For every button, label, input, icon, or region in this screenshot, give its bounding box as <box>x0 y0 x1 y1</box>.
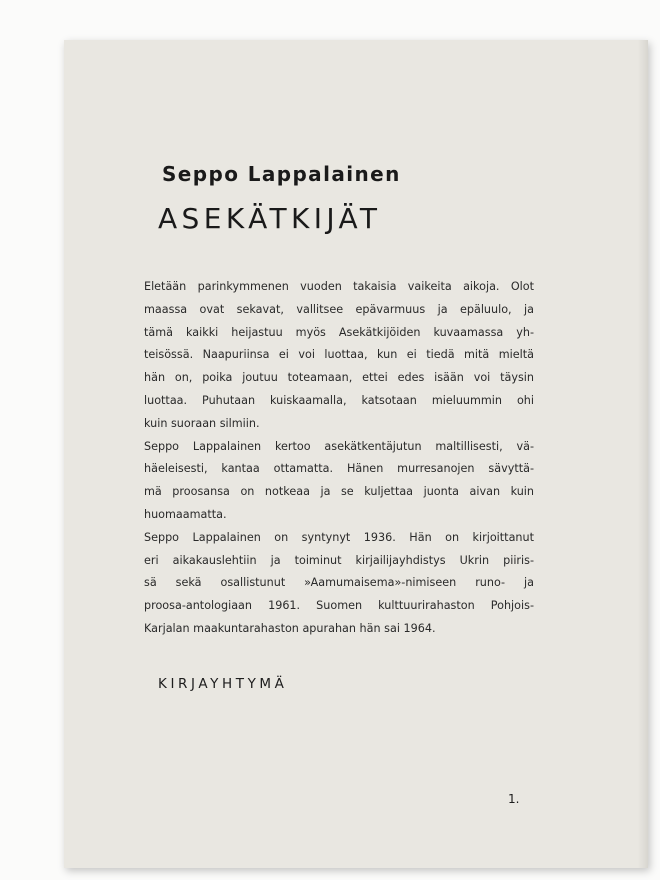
blurb-line: mä proosansa on notkeaa ja se kuljettaa juonta aivan kuin <box>144 485 534 499</box>
page-mark: 1. <box>508 792 520 806</box>
blurb-line: kuin suoraan silmiin. <box>144 416 260 430</box>
author-name: Seppo Lappalainen <box>162 162 401 186</box>
blurb-line: tämä kaikki heijastuu myös Asekätkijöiden kuvaamassa yh- <box>144 325 534 339</box>
cover-edge-shading <box>638 40 648 868</box>
blurb-line: eri aikakauslehtiin ja toiminut kirjailijayhdistys Ukrin piiris- <box>144 553 534 567</box>
blurb-line: proosa-antologiaan 1961. Suomen kulttuurirahaston Pohjois- <box>144 599 534 613</box>
blurb-line: Eletään parinkymmenen vuoden takaisia vaikeita aikoja. Olot <box>144 280 534 293</box>
blurb-line: luottaa. Puhutaan kuiskaamalla, katsotaan mieluummin ohi <box>144 393 534 407</box>
blurb-paragraph-2 <box>144 436 534 527</box>
blurb-paragraph-3 <box>144 527 534 641</box>
blurb-line: hän on, poika joutuu toteamaan, ettei edes isään voi täysin <box>144 371 534 385</box>
blurb-paragraph-1 <box>144 276 534 436</box>
blurb-line: huomaamatta. <box>144 507 227 521</box>
blurb-line: häeleisesti, kantaa ottamatta. Hänen murresanojen sävyttä- <box>144 462 534 476</box>
blurb-line: maassa ovat sekavat, vallitsee epävarmuus ja epäluulo, ja <box>144 302 534 316</box>
blurb-line: Karjalan maakuntarahaston apurahan hän sai 1964. <box>144 621 436 635</box>
blurb-line: Seppo Lappalainen kertoo asekätkentäjutun maltillisesti, vä- <box>144 439 534 453</box>
blurb-line: sä sekä osallistunut »Aamumaisema»-nimiseen runo- ja <box>144 576 534 590</box>
blurb-line: teisössä. Naapuriinsa ei voi luottaa, kun ei tiedä mitä mieltä <box>144 348 534 362</box>
book-title: ASEKÄTKIJÄT <box>158 202 382 235</box>
blurb-text <box>144 276 534 641</box>
publisher-name: KIRJAYHTYMÄ <box>158 676 288 692</box>
blurb-line: Seppo Lappalainen on syntynyt 1936. Hän on kirjoittanut <box>144 530 534 544</box>
book-back-cover <box>64 40 648 868</box>
